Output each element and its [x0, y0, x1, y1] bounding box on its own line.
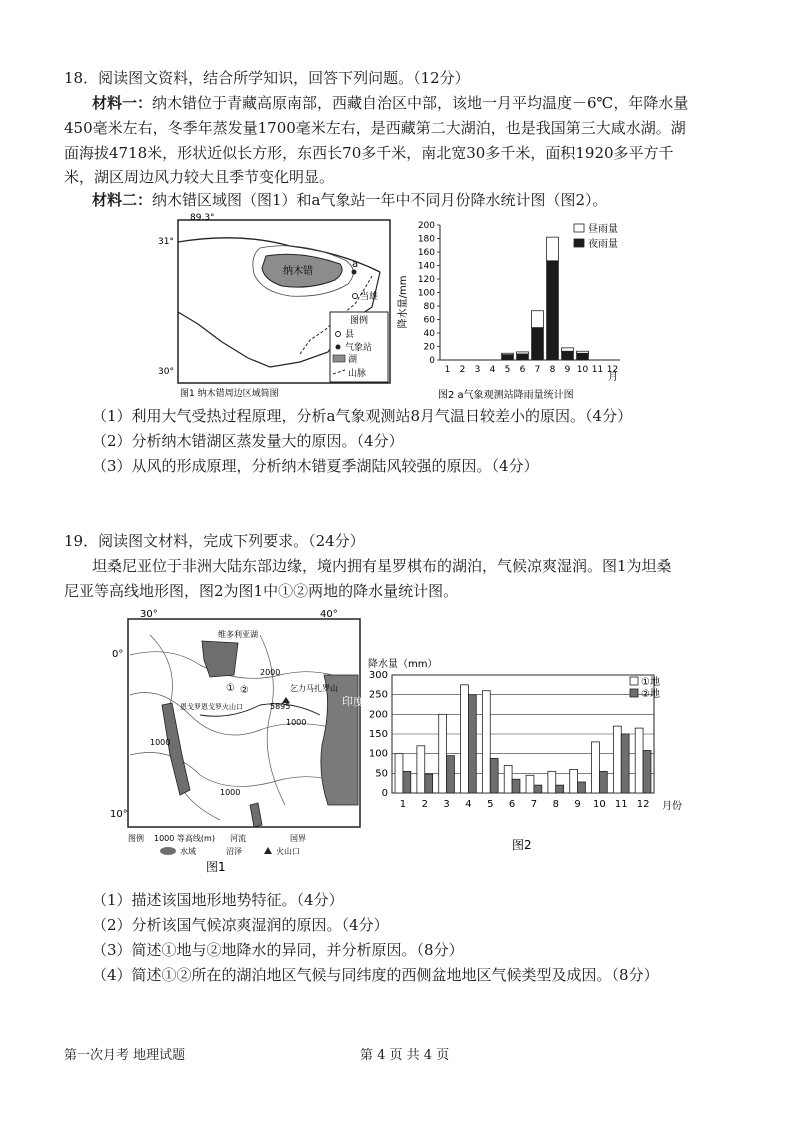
chart1-bar-day: [517, 352, 529, 354]
chart2-xtick-label: 9: [574, 799, 581, 810]
q19-question-3: （3）简述①地与②地降水的异同，并分析原因。（8分）: [92, 941, 464, 959]
chart2-xtick-label: 11: [614, 799, 628, 810]
chart1-bar-day: [532, 311, 544, 328]
q19-question-2: （2）分析该国气候凉爽湿润的原因。（4分）: [92, 916, 389, 934]
chart1-ylabel: 降水量/mm: [398, 275, 409, 329]
chart2-bar-point1: [570, 769, 578, 793]
chart2-title: 图2: [512, 838, 532, 852]
chart2-bar-point1: [395, 754, 403, 793]
chart1-bar-day: [502, 353, 514, 354]
legend-river-label: 河流: [230, 834, 246, 843]
crater-legend-icon: [264, 847, 272, 854]
point-2-label: ②: [240, 685, 249, 696]
footer-exam-title: 第一次月考 地理试题: [64, 1048, 186, 1063]
chart1-ytick-label: 100: [417, 288, 435, 299]
tanzania-map: [110, 605, 375, 875]
q19-text-line2: 尼亚等高线地形图，图2为图1中①②两地的降水量统计图。: [64, 582, 459, 600]
q19-question-4: （4）简述①②所在的湖泊地区气候与同纬度的西侧盆地地区气候类型及成因。（8分）: [92, 966, 659, 984]
chart2-bar-point2: [534, 785, 542, 793]
contour-1000-label-b: 1000: [220, 788, 241, 797]
q18-question-3: （3）从风的形成原理，分析纳木错夏季湖陆风较强的原因。（4分）: [92, 457, 539, 475]
water-legend-icon: [160, 847, 176, 855]
lake-legend-icon: [333, 355, 345, 362]
chart2-bar-point2: [512, 779, 520, 793]
chart1-bar-night: [547, 261, 559, 360]
ocean-label: 印度洋: [342, 695, 375, 708]
chart2-bar-point1: [548, 771, 556, 793]
chart2-xlabel: 月份: [662, 801, 682, 812]
chart2-ytick-label: 100: [368, 748, 388, 760]
legend-point1-swatch: [630, 677, 638, 685]
q18-material2-line: [92, 190, 608, 210]
legend-day-swatch: [574, 224, 584, 232]
material2-label: 材料二：: [92, 191, 153, 209]
chart2-bar-point1: [526, 775, 534, 793]
lake-victoria-label: 维多利亚湖: [218, 630, 258, 639]
chart1-xtick-label: 3: [474, 365, 481, 375]
chart1-xtick-label: 12: [606, 365, 619, 375]
chart2-bars: [395, 685, 651, 793]
chart2-bar-point2: [599, 771, 607, 793]
chart2-bar-point1: [592, 742, 600, 793]
chart2-xtick-label: 3: [443, 799, 450, 810]
legend-lake-label: 湖: [348, 355, 358, 365]
chart2-bar-point2: [621, 734, 629, 793]
chart1-ytick-label: 140: [417, 261, 435, 272]
chart1-xtick-label: 6: [519, 365, 526, 375]
chart2-bar-point2: [490, 758, 498, 793]
chart1-ytick-label: 80: [423, 302, 435, 312]
chart2-xtick-label: 4: [465, 799, 472, 810]
chart2-bar-point1: [504, 765, 512, 793]
chart2-bar-point2: [643, 751, 651, 793]
legend-contour-label: 1000 等高线(m): [154, 834, 215, 843]
chart1-xtick-label: 8: [549, 365, 556, 375]
chart1-xlabel: 月: [608, 372, 618, 383]
chart1-xtick-label: 4: [489, 365, 496, 375]
chart1-ytick-label: 40: [423, 329, 435, 339]
legend-county-label: 县: [345, 330, 355, 340]
chart1-bar-day: [562, 348, 574, 351]
chart2-bar-point1: [417, 746, 425, 793]
chart1-bar-night: [532, 328, 544, 360]
chart2-ytick-label: 50: [375, 768, 388, 780]
chart1-xtick-label: 1: [444, 365, 451, 375]
chart1-ytick-label: 60: [423, 315, 435, 326]
chart1-bar-night: [577, 353, 589, 360]
legend-mountain-label: 山脉: [348, 369, 367, 379]
chart2-bar-point2: [556, 785, 564, 793]
contour-2000-label: 2000: [260, 668, 281, 677]
chart1-xtick-label: 7: [534, 365, 541, 375]
chart2-xtick-label: 5: [487, 799, 494, 810]
q18-question-1: （1）利用大气受热过程原理，分析a气象观测站8月气温日较差小的原因。（4分）: [92, 407, 633, 425]
chart2-xtick-label: 1: [399, 799, 407, 810]
map2-lat-top: 0°: [112, 649, 124, 660]
q18-stem: 18．阅读图文资料，结合所学知识，回答下列问题。（12分）: [64, 69, 470, 87]
chart2-bar-point1: [613, 726, 621, 793]
q18-material1-line4: 米，湖区周边风力较大且季节变化明显。: [64, 168, 335, 186]
lake-name-label: 纳木错: [283, 266, 313, 277]
map-legend-title: 图例: [349, 316, 369, 326]
chart2-ytick-label: 250: [368, 689, 388, 701]
chart2-bar-point2: [425, 774, 433, 793]
chart1-title: 图2 a气象观测站降雨量统计图: [438, 390, 574, 401]
chart2-bar-point2: [447, 756, 455, 793]
namco-rain-chart: [398, 212, 648, 404]
q18-question-2: （2）分析纳木错湖区蒸发量大的原因。（4分）: [92, 432, 404, 450]
chart2-ytick-label: 200: [368, 709, 388, 721]
chart1-bar-night: [502, 355, 514, 360]
chart1-bar-day: [547, 237, 559, 261]
chart1-bar-night: [562, 351, 574, 360]
point-1-label: ①: [226, 683, 235, 694]
town-label: 当雄: [360, 292, 379, 302]
chart1-xtick-label: 9: [564, 365, 571, 375]
tanzania-rain-chart: [362, 655, 692, 855]
lat-top-label: 31°: [158, 237, 174, 247]
footer-page-number: 第 4 页 共 4 页: [360, 1048, 450, 1063]
chart2-bar-point2: [578, 782, 586, 793]
crater-label: 恩戈罗恩戈罗火山口: [180, 703, 243, 711]
station-a-label: a: [352, 259, 359, 270]
legend-border-label: 国界: [290, 834, 306, 843]
contour-1000-label-c: 1000: [286, 718, 307, 727]
chart1-ytick-label: 180: [417, 234, 435, 245]
chart1-ytick-label: 200: [417, 221, 435, 231]
chart2-xtick-label: 2: [421, 799, 428, 810]
chart2-xtick-label: 7: [530, 799, 538, 810]
lat-bottom-label: 30°: [158, 367, 174, 377]
q19-stem: 19．阅读图文材料，完成下列要求。（24分）: [64, 532, 365, 550]
map2-lat-bottom: 10°: [110, 809, 128, 820]
map2-lon-left: 30°: [140, 609, 158, 620]
chart1-xtick-label: 11: [591, 365, 604, 375]
chart2-ytick-label: 150: [368, 729, 388, 740]
map2-caption: 图1: [206, 860, 226, 874]
legend-point2-swatch: [630, 689, 638, 697]
lon-label: 89.3°: [190, 213, 215, 223]
legend-water-label: 水域: [180, 847, 196, 856]
chart2-ytick-label: 300: [368, 670, 388, 681]
chart1-ytick-label: 160: [417, 248, 435, 258]
kilimanjaro-label: 乞力马扎罗山: [290, 684, 338, 693]
map2-lon-right: 40°: [320, 609, 338, 620]
legend-night-swatch: [574, 239, 584, 247]
q19-text-line1: 坦桑尼亚位于非洲大陆东部边缘，境内拥有星罗棋布的湖泊，气候凉爽湿润。图1为坦桑: [92, 557, 672, 575]
chart1-ytick-label: 0: [429, 356, 435, 366]
chart2-bar-point2: [468, 695, 476, 793]
chart2-bar-point1: [439, 714, 447, 793]
legend-day-label: 昼雨量: [588, 224, 618, 235]
chart2-xtick-label: 6: [508, 799, 516, 810]
legend-point1-label: ①地: [641, 677, 660, 688]
chart2-bar-point2: [403, 771, 411, 793]
material1-text: 纳木错位于青藏高原南部，西藏自治区中部，该地一月平均温度－6℃，年降水量: [152, 94, 689, 112]
peak-elevation-label: 5895: [270, 702, 291, 711]
chart1-bar-day: [577, 351, 589, 353]
station-legend-icon: [336, 345, 341, 350]
station-a-dot: [352, 270, 357, 275]
legend-night-label: 夜雨量: [588, 239, 618, 250]
chart2-bar-point1: [635, 728, 643, 793]
q18-material1-line3: 面海拔4718米，形状近似长方形，东西长70多千米，南北宽30多千米，面积1920多平方千: [64, 144, 674, 162]
legend-swamp-label: 沼泽: [226, 847, 242, 856]
material2-text: 纳木错区域图（图1）和a气象站一年中不同月份降水统计图（图2）。: [152, 191, 608, 209]
chart1-bar-night: [517, 354, 529, 360]
chart1-xtick-label: 10: [576, 365, 589, 375]
material1-label: 材料一：: [92, 94, 153, 112]
q18-material1-line1: [92, 93, 688, 113]
namco-map: [150, 212, 400, 402]
legend-crater-label: 火山口: [276, 847, 300, 856]
chart2-ytick-label: 0: [381, 788, 388, 799]
chart1-xtick-label: 5: [504, 365, 511, 375]
chart1-bars: [502, 237, 589, 360]
chart2-bar-point1: [461, 685, 469, 793]
chart2-xtick-label: 10: [593, 799, 606, 810]
q19-question-1: （1）描述该国地形地势特征。（4分）: [92, 891, 344, 909]
chart2-xtick-label: 8: [552, 799, 559, 810]
chart2-ylabel: 降水量（mm）: [368, 659, 438, 670]
legend-station-label: 气象站: [345, 343, 373, 353]
chart2-xtick-label: 12: [636, 799, 650, 810]
legend-point2-label: ②地: [641, 689, 660, 700]
q18-material1-line2: 450毫米左右，冬季年蒸发量1700毫米左右，是西藏第二大湖泊，也是我国第三大咸水湖。湖: [64, 119, 686, 137]
chart2-bar-point1: [482, 691, 490, 793]
chart1-ytick-label: 20: [423, 342, 435, 353]
contour-1000-label-a: 1000: [150, 738, 171, 747]
chart1-xtick-label: 2: [459, 365, 466, 375]
map2-legend-label: 图例: [128, 834, 144, 843]
map-caption: 图1 纳木错周边区域简图: [180, 389, 279, 399]
chart1-ytick-label: 120: [417, 275, 435, 285]
